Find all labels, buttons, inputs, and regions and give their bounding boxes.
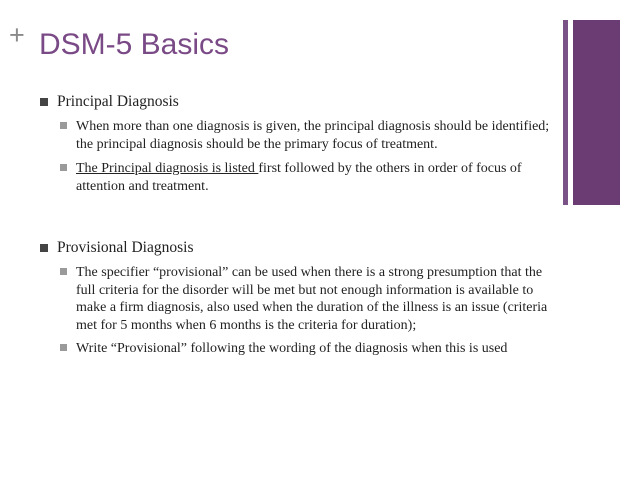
section-heading-label: Provisional Diagnosis: [57, 239, 194, 256]
list-item-text: first followed by the others in order of focus of attention and treatment.: [76, 161, 522, 194]
section-heading-principal: [36, 92, 556, 112]
list-item-text: Write “Provisional” following the wording of the diagnosis when this is used: [76, 341, 508, 356]
accent-bar-thin: [563, 20, 568, 205]
list-item: [36, 340, 556, 358]
square-bullet-icon: [60, 164, 67, 171]
list-item: [36, 118, 556, 153]
slide-content: [36, 92, 556, 358]
list-item-text: When more than one diagnosis is given, the principal diagnosis should be identified; the principal diagnosis should be the primary focus of treatment.: [76, 119, 550, 152]
list-item-text: The specifier “provisional” can be used when there is a strong presumption that the full criteria for the disorder will be met but not enough information is available to make a firm diagnosis, also used when the duration of the illness is an issue (criteria met for 5 months when 6 months is the criteria for duration);: [76, 265, 548, 333]
slide-title: DSM-5 Basics: [39, 28, 230, 61]
square-bullet-icon: [40, 244, 48, 252]
list-item: [36, 160, 556, 195]
square-bullet-icon: [60, 122, 67, 129]
section-heading-provisional: [36, 238, 556, 258]
accent-bar-thick: [573, 20, 620, 205]
square-bullet-icon: [40, 98, 48, 106]
section-heading-label: Principal Diagnosis: [57, 93, 179, 110]
plus-icon: +: [9, 20, 25, 50]
underlined-text: The Principal diagnosis is listed: [76, 161, 259, 176]
square-bullet-icon: [60, 268, 67, 275]
list-item: [36, 264, 556, 334]
square-bullet-icon: [60, 344, 67, 351]
